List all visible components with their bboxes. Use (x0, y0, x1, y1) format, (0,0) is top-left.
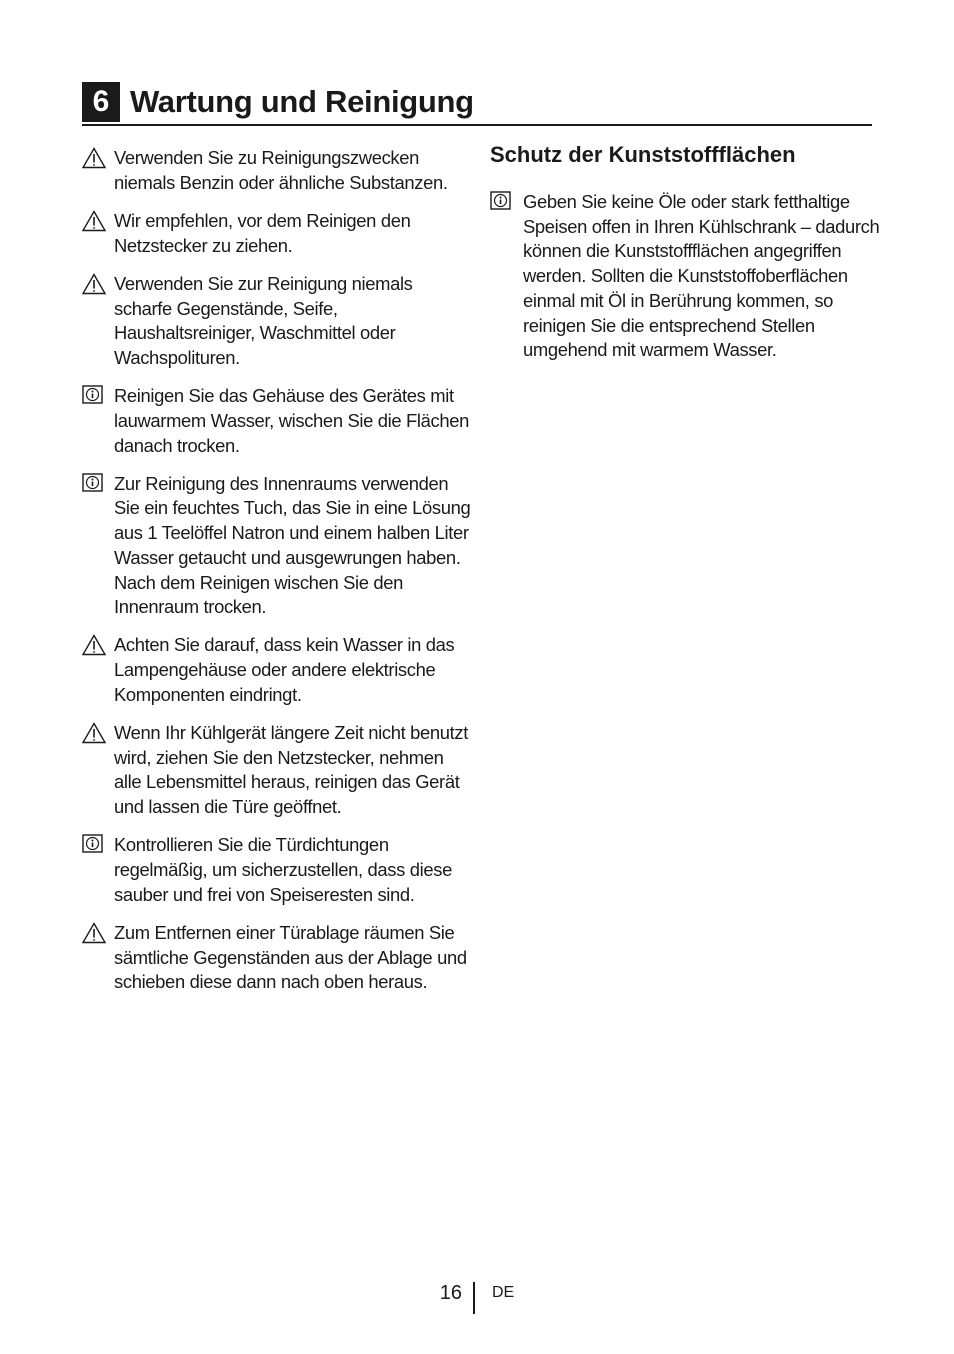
footer-divider (473, 1282, 475, 1314)
list-item (490, 190, 880, 363)
warning-icon (82, 147, 106, 169)
list-item (82, 272, 472, 371)
list-item (82, 833, 472, 907)
language-code: DE (492, 1284, 515, 1301)
item-text: Zur Reinigung des Innenraums verwenden Sie ein feuchtes Tuch, das Sie in eine Lösung aus 1 Teelöffel Natron und einem halben Liter Wasser getaucht und ausgewrungen haben. Nach dem Reinigen wischen Sie den Innenraum trocken. (114, 472, 471, 618)
warning-icon (82, 273, 106, 295)
info-icon (82, 834, 106, 856)
list-item (82, 146, 472, 195)
item-text: Reinigen Sie das Gehäuse des Gerätes mit lauwarmem Wasser, wischen Sie die Flächen danach trocken. (114, 385, 469, 456)
item-text: Zum Entfernen einer Türablage räumen Sie sämtliche Gegenständen aus der Ablage und schieben diese dann nach oben heraus. (114, 921, 467, 993)
list-item (82, 384, 472, 458)
list-item (82, 721, 472, 820)
right-column (490, 140, 880, 376)
info-icon (490, 191, 514, 213)
list-item (82, 921, 472, 995)
item-text: Wir empfehlen, vor dem Reinigen den Netzstecker zu ziehen. (114, 209, 411, 256)
chapter-header (82, 82, 872, 126)
warning-icon (82, 634, 106, 656)
section-title: Schutz der Kunststoffflächen (490, 142, 796, 167)
page-number: 16 (439, 1282, 462, 1304)
info-icon (82, 473, 106, 495)
list-item (82, 472, 472, 620)
list-item (82, 633, 472, 707)
warning-icon (82, 722, 106, 744)
item-text: Geben Sie keine Öle oder stark fetthaltige Speisen offen in Ihren Kühlschrank – dadurch können die Kunststoffflächen angegriffen werden. Sollten die Kunststoffoberflächen einmal mit Öl in Berührung kommen, so reinigen Sie die entsprechend Stellen umgehend mit warmem Wasser. (523, 191, 880, 361)
item-text: Achten Sie darauf, dass kein Wasser in das Lampengehäuse oder andere elektrische Komponenten eindringt. (114, 634, 455, 705)
item-text: Wenn Ihr Kühlgerät längere Zeit nicht benutzt wird, ziehen Sie den Netzstecker, nehmen alle Lebensmittel heraus, reinigen das Gerät und lassen die Türe geöffnet. (114, 722, 468, 818)
warning-icon (82, 922, 106, 944)
item-text: Verwenden Sie zur Reinigung niemals scharfe Gegenstände, Seife, Haushaltsreiniger, Waschmittel oder Wachspolituren. (114, 272, 413, 368)
info-icon (82, 385, 106, 407)
chapter-number: 6 (82, 82, 120, 122)
item-text: Kontrollieren Sie die Türdichtungen regelmäßig, um sicherzustellen, dass diese sauber und frei von Speiseresten sind. (114, 834, 452, 905)
left-column (82, 146, 472, 1009)
warning-icon (82, 210, 106, 232)
list-item (82, 209, 472, 258)
item-text: Verwenden Sie zu Reinigungszwecken niemals Benzin oder ähnliche Substanzen. (114, 147, 448, 193)
chapter-title: Wartung und Reinigung (130, 84, 474, 119)
